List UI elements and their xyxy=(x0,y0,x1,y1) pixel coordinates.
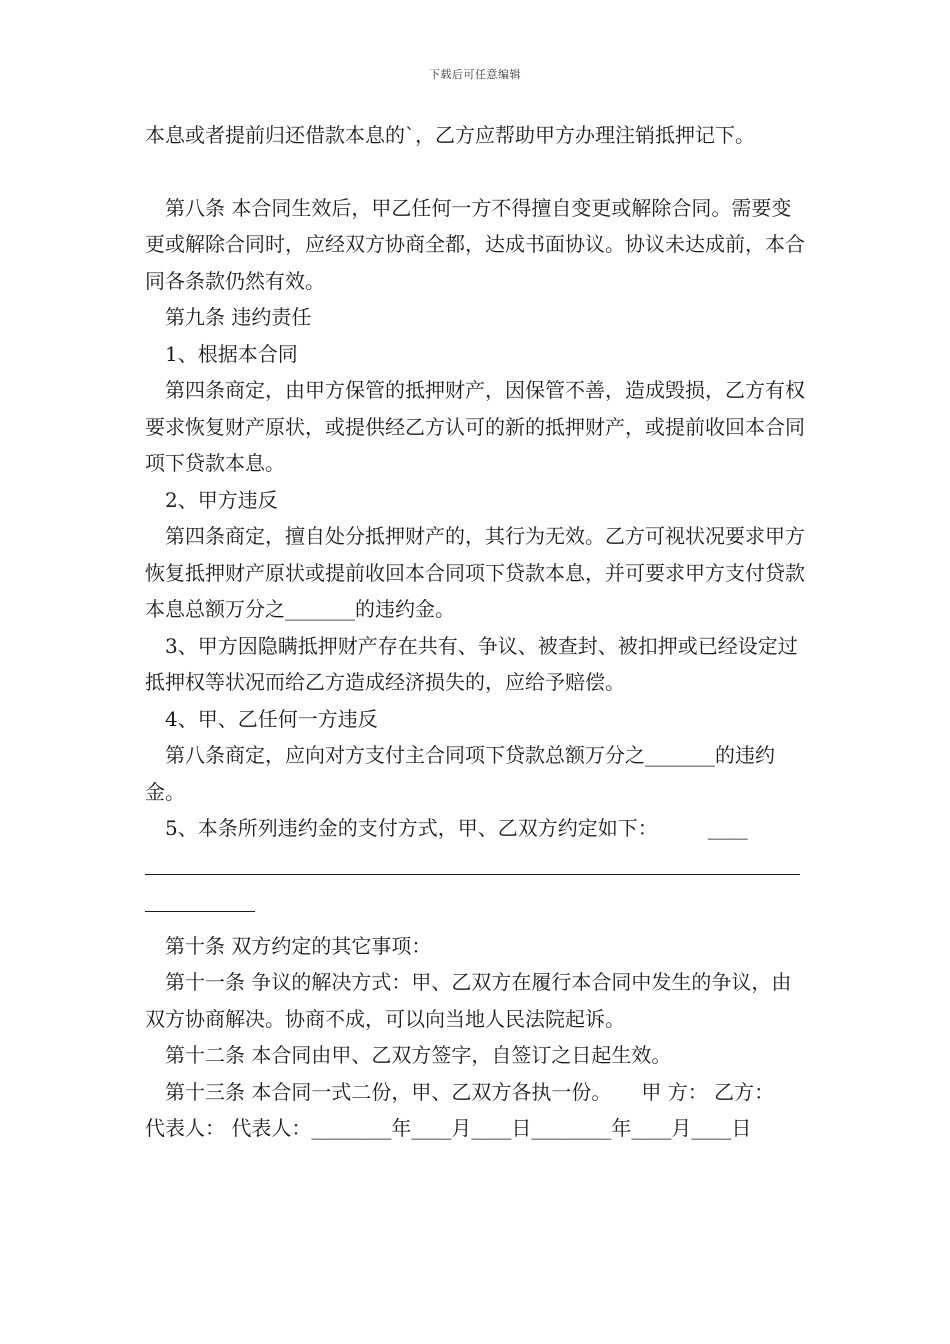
article-12: 第十二条 本合同由甲、乙双方签字，自签订之日起生效。 xyxy=(165,1043,672,1067)
page-header: 下载后可任意编辑 xyxy=(429,68,521,81)
clause-9-5: 5、本条所列违约金的支付方式，甲、乙双方约定如下： ____ xyxy=(165,816,748,840)
clause-9-4-body: 第八条商定，应向对方支付主合同项下贷款总额万分之_______的违约金。 xyxy=(145,743,775,804)
article-11: 第十一条 争议的解决方式：甲、乙双方在履行本合同中发生的争议，由双方协商解决。协商不成，可以向当地人民法院起诉。 xyxy=(145,970,792,1031)
fill-in-line xyxy=(145,847,810,884)
fill-in-line-short xyxy=(145,883,810,920)
paragraph-loan-release: 本息或者提前归还借款本息的`，乙方应帮助甲方办理注销抵押记下。 xyxy=(145,123,755,147)
article-13-signature: 第十三条 本合同一式二份，甲、乙双方各执一份。 甲 方： 乙方： 代表人： 代表人：________年____月____日________年____月____日 xyxy=(145,1079,805,1140)
clause-9-2-heading: 2、甲方违反 xyxy=(165,487,278,512)
clause-9-4-heading: 4、甲、乙任何一方违反 xyxy=(165,706,378,731)
article-9-title: 第九条 违约责任 xyxy=(165,305,312,329)
clause-9-1-body: 第四条商定，由甲方保管的抵押财产，因保管不善，造成毁损，乙方有权要求恢复财产原状，或提供经乙方认可的新的抵押财产，或提前收回本合同项下贷款本息。 xyxy=(145,378,805,475)
clause-9-1-heading: 1、根据本合同 xyxy=(165,341,298,366)
article-10: 第十条 双方约定的其它事项： xyxy=(165,933,432,958)
document-body xyxy=(145,117,810,1147)
paragraph-gap xyxy=(145,154,810,190)
clause-9-3: 3、甲方因隐瞒抵押财产存在共有、争议、被查封、被扣押或已经设定过抵押权等状况而给乙方造成经济损失的，应给予赔偿。 xyxy=(145,633,798,694)
paragraph-gap xyxy=(145,920,810,928)
article-8: 第八条 本合同生效后，甲乙任何一方不得擅自变更或解除合同。需要变更或解除合同时，应经双方协商全都，达成书面协议。协议未达成前，本合同各条款仍然有效。 xyxy=(145,195,805,293)
clause-9-2-body: 第四条商定，擅自处分抵押财产的，其行为无效。乙方可视状况要求甲方恢复抵押财产原状或提前收回本合同项下贷款本息，并可要求甲方支付贷款本息总额万分之_______的违约金。 xyxy=(145,524,805,621)
